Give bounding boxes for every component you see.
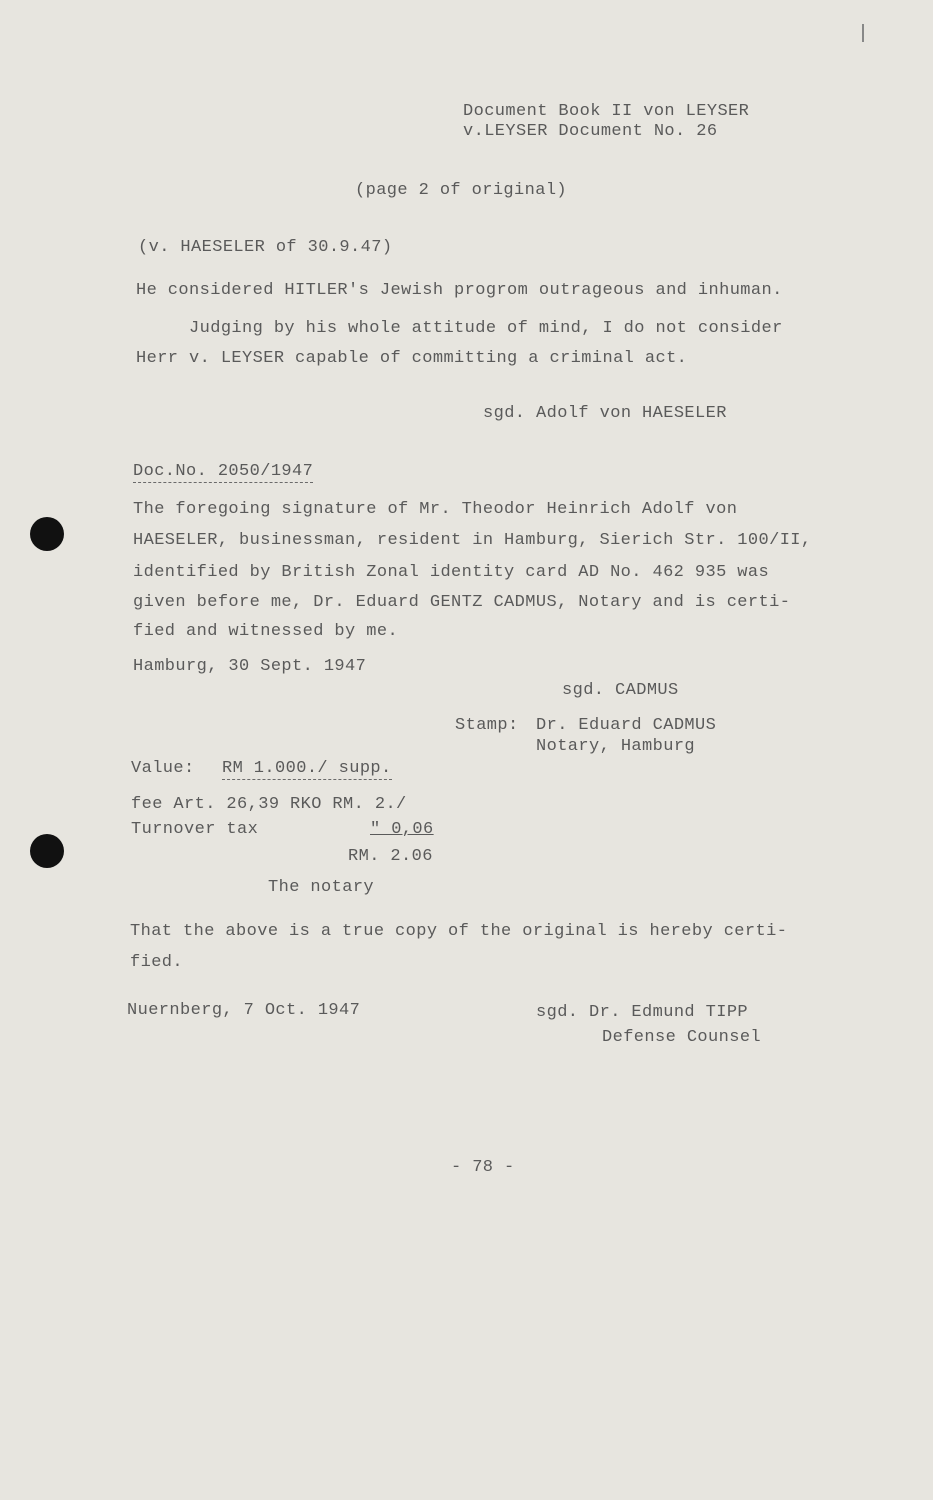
- affidavit-signature: sgd. Adolf von HAESELER: [483, 404, 727, 423]
- punch-hole-icon: [30, 834, 64, 868]
- edge-mark: [862, 24, 864, 42]
- certification-line-2: HAESELER, businessman, resident in Hamburg, Sierich Str. 100/II,: [133, 531, 812, 550]
- punch-hole-icon: [30, 517, 64, 551]
- header-line-1: Document Book II von LEYSER: [463, 102, 750, 121]
- stamp-label: Stamp:: [455, 716, 519, 735]
- fee-value-label: Value:: [131, 759, 195, 778]
- notary-signature: sgd. CADMUS: [562, 681, 679, 700]
- turnover-tax-label: Turnover tax: [131, 820, 259, 839]
- document-number: Doc.No. 2050/1947: [133, 462, 314, 481]
- certification-line-3: identified by British Zonal identity card AD No. 462 935 was: [133, 563, 770, 582]
- counsel-role: Defense Counsel: [602, 1028, 762, 1047]
- copy-place-date: Nuernberg, 7 Oct. 1947: [127, 1001, 361, 1020]
- certification-line-1: The foregoing signature of Mr. Theodor Heinrich Adolf von: [133, 500, 738, 519]
- copy-certification-line-1: That the above is a true copy of the original is hereby certi-: [130, 922, 788, 941]
- page-reference: (page 2 of original): [355, 181, 568, 200]
- affidavit-paragraph-1: He considered HITLER's Jewish progrom outrageous and inhuman.: [136, 281, 783, 300]
- copy-certification-line-2: fied.: [130, 953, 184, 972]
- turnover-tax-value: " 0,06: [370, 820, 434, 839]
- certification-place-date: Hamburg, 30 Sept. 1947: [133, 657, 367, 676]
- certification-line-4: given before me, Dr. Eduard GENTZ CADMUS, Notary and is certi-: [133, 593, 791, 612]
- fee-value: RM 1.000./ supp.: [222, 759, 392, 778]
- affidavit-paragraph-2-line-1: Judging by his whole attitude of mind, I do not consider: [136, 319, 783, 338]
- fee-line: fee Art. 26,39 RKO RM. 2./: [131, 795, 407, 814]
- counsel-signature: sgd. Dr. Edmund TIPP: [536, 1003, 749, 1022]
- stamp-line-2: Notary, Hamburg: [536, 737, 696, 756]
- affidavit-paragraph-2-line-2: Herr v. LEYSER capable of committing a criminal act.: [136, 349, 688, 368]
- notary-caption: The notary: [268, 878, 375, 897]
- certification-line-5: fied and witnessed by me.: [133, 622, 399, 641]
- header-line-2: v.LEYSER Document No. 26: [463, 122, 718, 141]
- fee-total: RM. 2.06: [348, 847, 433, 866]
- affidavit-reference: (v. HAESELER of 30.9.47): [138, 238, 393, 257]
- page-number: - 78 -: [451, 1158, 515, 1177]
- stamp-line-1: Dr. Eduard CADMUS: [536, 716, 717, 735]
